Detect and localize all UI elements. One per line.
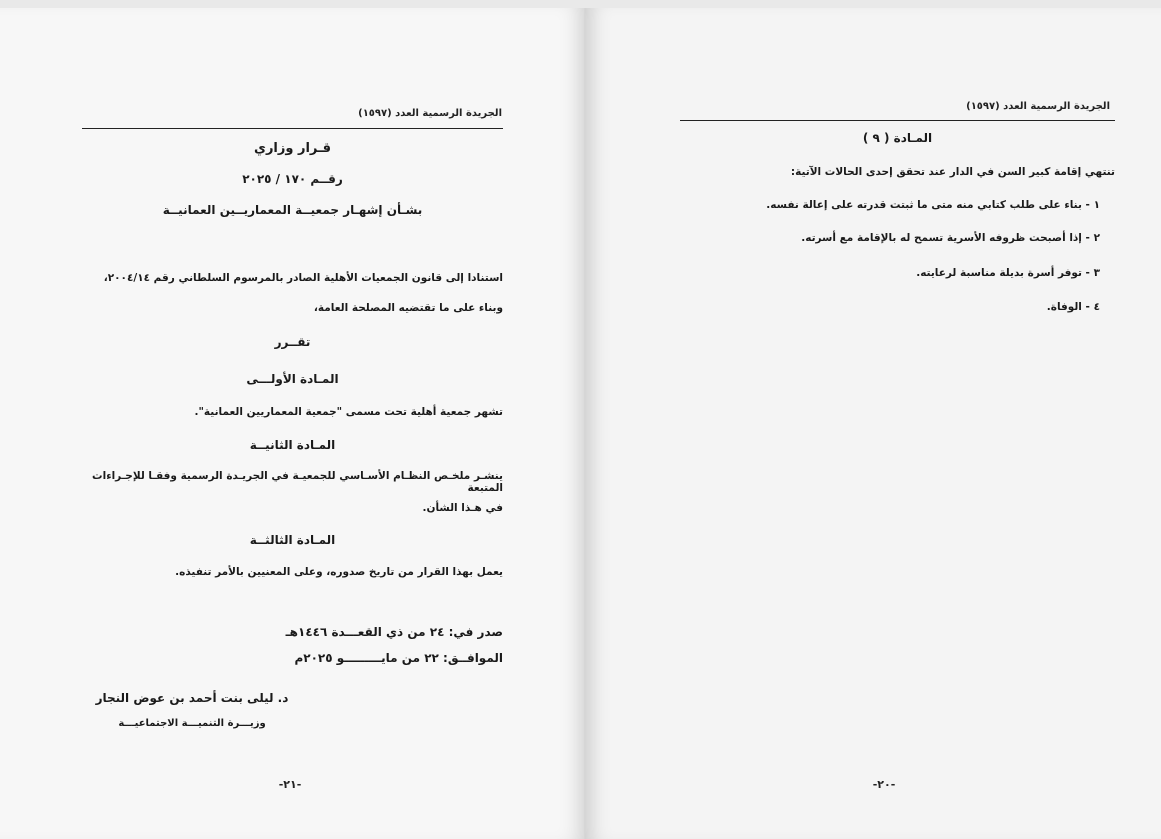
- page-header: الجريدة الرسمية العدد (١٥٩٧): [966, 101, 1110, 112]
- list-item: ٣ - توفر أسرة بديلة مناسبة لرعايته.: [916, 267, 1100, 279]
- list-item: ٢ - إذا أصبحت ظروفه الأسرية تسمح له بالإقامة مع أسرته.: [801, 232, 1100, 244]
- article-2-text-line-1: ينشـر ملخـص النظـام الأسـاسي للجمعيـة في الجريـدة الرسمية وفقـا للإجـراءات المتبعة: [92, 470, 503, 494]
- right-page: [585, 8, 1161, 839]
- issued-date: صدر في: ٢٤ من ذي القعـــدة ١٤٤٦هـ: [285, 625, 503, 639]
- decision-number: رقــم ١٧٠ / ٢٠٢٥: [242, 172, 343, 186]
- article-title: المـادة ( ٩ ): [862, 131, 933, 145]
- signatory-name: د. ليلى بنت أحمد بن عوض النجار: [95, 691, 289, 705]
- preamble-line-2: وبناء على ما تقتضيه المصلحة العامة،: [313, 302, 503, 314]
- list-item: ٤ - الوفاة.: [1046, 301, 1100, 313]
- article-3-title: المـادة الثالثــة: [249, 533, 336, 547]
- decision-title: قـرار وزاري: [254, 141, 331, 156]
- header-rule: [680, 120, 1115, 121]
- signatory-title: وزيـــرة التنميـــة الاجتماعيـــة: [118, 718, 266, 729]
- decision-subject: بشـأن إشهـار جمعيــة المعماريــين العمانيــة: [162, 203, 423, 217]
- page-header: الجريدة الرسمية العدد (١٥٩٧): [358, 108, 502, 119]
- corresponding-date: الموافــق: ٢٢ من مايـــــــــو ٢٠٢٥م: [294, 651, 503, 665]
- list-item: ١ - بناء على طلب كتابي منه متى ما ثبتت قدرته على إعالة نفسه.: [766, 199, 1100, 211]
- preamble-line-1: استنادا إلى قانون الجمعيات الأهلية الصادر بالمرسوم السلطاني رقم ٢٠٠٤/١٤،: [103, 272, 503, 284]
- page-number: -٢٠-: [872, 778, 896, 791]
- article-intro: تنتهي إقامة كبير السن في الدار عند تحقق إحدى الحالات الآتية:: [790, 166, 1115, 178]
- article-2-title: المـادة الثانيــة: [249, 438, 336, 452]
- decides-heading: تقــرر: [274, 335, 311, 349]
- article-2-text-line-2: في هـذا الشأن.: [422, 502, 503, 514]
- page-number: -٢١-: [278, 778, 302, 791]
- header-rule: [82, 128, 503, 129]
- article-1-title: المـادة الأولـــى: [246, 372, 339, 386]
- left-page: [0, 8, 585, 839]
- article-1-text: تشهر جمعية أهلية تحت مسمى "جمعية المعماريين العمانية".: [194, 406, 503, 418]
- article-3-text: يعمل بهذا القرار من تاريخ صدوره، وعلى المعنيين بالأمر تنفيذه.: [175, 566, 503, 578]
